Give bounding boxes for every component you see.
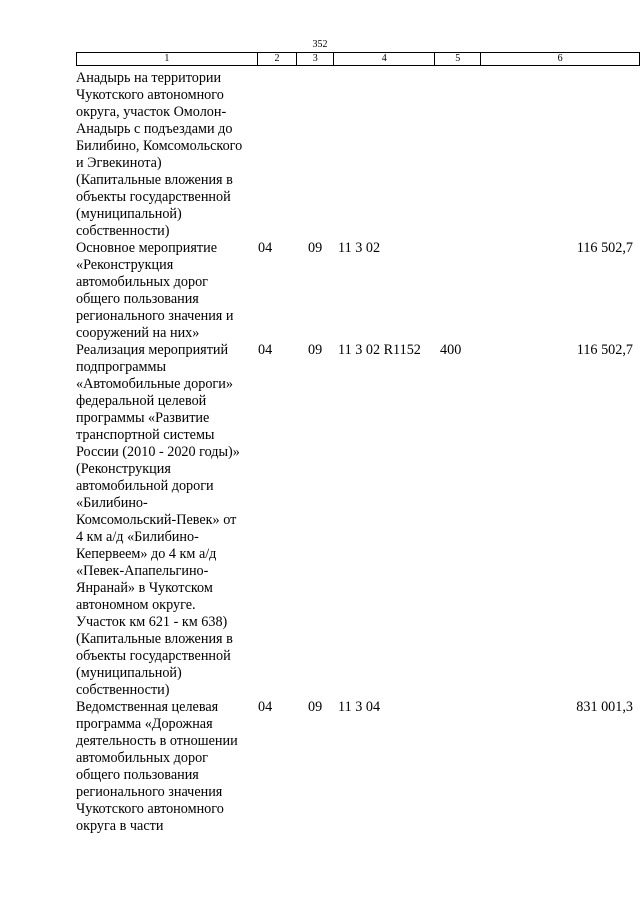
- column-number-3: 3: [297, 53, 334, 66]
- section-code: 04: [258, 699, 273, 715]
- column-number-4: 4: [334, 53, 435, 66]
- target-article-code: 11 3 04: [338, 699, 381, 715]
- page-number: 352: [312, 39, 328, 50]
- subsection-code: 09: [308, 240, 323, 256]
- table-row: [76, 70, 640, 240]
- table-row: [76, 699, 640, 835]
- column-header-table: [76, 52, 640, 66]
- row-name: Анадырь на территории Чукотского автономного округа, участок Омолон- Анадырь с подъездами до Билибино, Комсомольского и Эгвекинота) (Капитальные вложения в объекты государственной (муниципальной) собственности): [76, 70, 243, 239]
- table-row: [76, 240, 640, 342]
- column-number-row: [77, 53, 640, 66]
- target-article-code: 11 3 02 R1152: [338, 342, 421, 358]
- section-code: 04: [258, 240, 273, 256]
- column-number-5: 5: [435, 53, 481, 66]
- table-row: [76, 342, 640, 699]
- amount: 116 502,7: [576, 342, 633, 358]
- column-number-1: 1: [77, 53, 258, 66]
- section-code: 04: [258, 342, 273, 358]
- column-number-2: 2: [257, 53, 297, 66]
- amount: 831 001,3: [576, 699, 633, 715]
- subsection-code: 09: [308, 342, 323, 358]
- table-body: [76, 70, 640, 835]
- amount: 116 502,7: [576, 240, 633, 256]
- row-name: Реализация мероприятий подпрограммы «Автомобильные дороги» федеральной целевой программы «Развитие транспортной системы России (2010 - 2020 годы)» (Реконструкция автомобильной дороги «Билибино- Комсомольский-Певек» от 4 км а/д «Билибино- Кепервеем» до 4 км а/д «Певек-Апапельгино- Янранай» в Чукотском автономном округе. Участок км 621 - км 638) (Капитальные вложения в объекты государственной (муниципальной) собственности): [76, 342, 240, 698]
- row-name: Ведомственная целевая программа «Дорожная деятельность в отношении автомобильных дорог общего пользования регионального значения Чукотского автономного округа в части: [76, 699, 238, 834]
- subsection-code: 09: [308, 699, 323, 715]
- target-article-code: 11 3 02: [338, 240, 381, 256]
- expense-type-code: 400: [440, 342, 462, 358]
- row-name: Основное мероприятие «Реконструкция автомобильных дорог общего пользования регионального значения и сооружений на них»: [76, 240, 234, 341]
- column-number-6: 6: [481, 53, 640, 66]
